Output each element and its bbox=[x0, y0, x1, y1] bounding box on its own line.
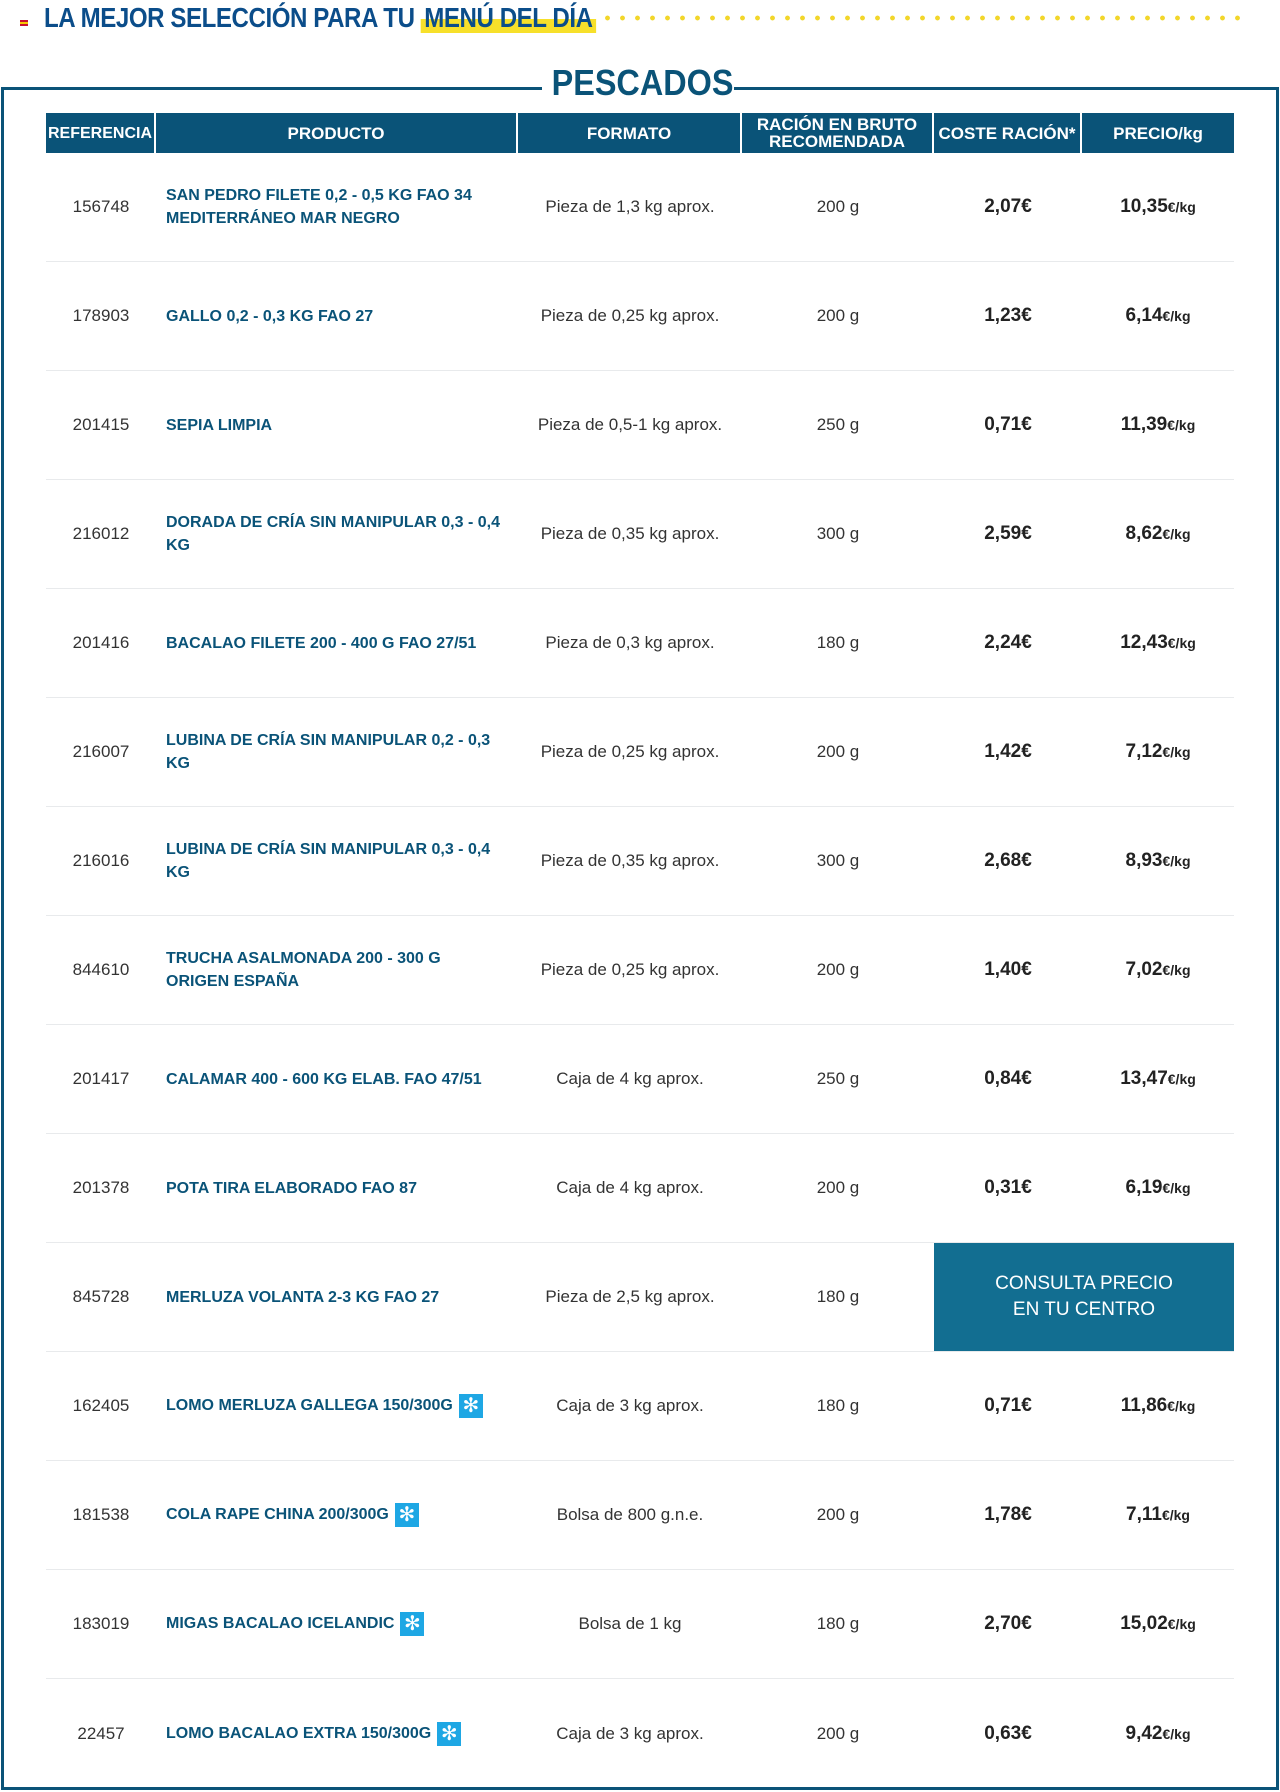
format-cell: Bolsa de 1 kg bbox=[578, 1614, 682, 1633]
price-unit: €/kg bbox=[1167, 1071, 1196, 1087]
ration-cell: 200 g bbox=[816, 742, 860, 761]
frame-top-right bbox=[734, 87, 1279, 90]
dotted-divider bbox=[600, 14, 1240, 22]
product-cell bbox=[156, 1503, 518, 1527]
price-cell bbox=[1082, 741, 1234, 763]
product-cell bbox=[156, 184, 518, 230]
ref-cell: 845728 bbox=[72, 1287, 130, 1306]
cost-cell: 0,71€ bbox=[984, 414, 1032, 435]
ref-cell: 201415 bbox=[72, 415, 130, 434]
price-cell bbox=[1082, 850, 1234, 872]
table-row bbox=[46, 698, 1234, 807]
cost-cell: 0,63€ bbox=[984, 1722, 1032, 1744]
price-value: 12,43 bbox=[1120, 632, 1168, 653]
table-row bbox=[46, 589, 1234, 698]
product-name: TRUCHA ASALMONADA 200 - 300 G bbox=[166, 950, 441, 967]
product-name: MIGAS BACALAO ICELANDIC bbox=[166, 1615, 395, 1633]
cost-cell: 1,42€ bbox=[984, 741, 1032, 762]
ration-cell: 300 g bbox=[816, 851, 860, 870]
price-unit: €/kg bbox=[1162, 1725, 1191, 1742]
ration-cell: 180 g bbox=[816, 1287, 860, 1306]
format-cell: Pieza de 1,3 kg aprox. bbox=[545, 197, 715, 216]
ref-cell: 183019 bbox=[72, 1614, 130, 1633]
price-value: 7,02 bbox=[1125, 959, 1163, 980]
price-cell bbox=[1082, 305, 1234, 327]
ration-cell: 200 g bbox=[816, 1178, 860, 1197]
price-value: 8,62 bbox=[1125, 523, 1163, 544]
price-cell bbox=[1082, 196, 1234, 218]
format-cell: Pieza de 0,5-1 kg aprox. bbox=[537, 415, 723, 434]
price-value: 7,12 bbox=[1125, 741, 1163, 762]
page-title-highlight: MENÚ DEL DÍA bbox=[421, 2, 596, 33]
ration-cell: 300 g bbox=[816, 524, 860, 543]
table-row bbox=[46, 1679, 1234, 1788]
format-cell: Caja de 3 kg aprox. bbox=[556, 1723, 704, 1743]
table-row bbox=[46, 1243, 1234, 1352]
ref-cell: 216012 bbox=[72, 524, 130, 543]
table-row bbox=[46, 371, 1234, 480]
col-header-producto: PRODUCTO bbox=[156, 113, 518, 153]
product-name: LOMO BACALAO EXTRA 150/300G bbox=[166, 1724, 432, 1742]
format-cell: Pieza de 2,5 kg aprox. bbox=[545, 1287, 715, 1306]
page-title bbox=[44, 2, 596, 34]
price-cell bbox=[1082, 1177, 1234, 1199]
ration-cell: 180 g bbox=[816, 633, 860, 652]
col-header-referencia: REFERENCIA bbox=[46, 113, 156, 153]
table-row bbox=[46, 262, 1234, 371]
product-name: SAN PEDRO FILETE 0,2 - 0,5 KG FAO 34 bbox=[166, 187, 472, 204]
price-value: 13,47 bbox=[1120, 1068, 1168, 1089]
ration-cell: 200 g bbox=[816, 1505, 860, 1524]
product-cell bbox=[156, 305, 518, 328]
product-name: POTA TIRA ELABORADO FAO 87 bbox=[166, 1179, 417, 1197]
ref-cell: 156748 bbox=[72, 197, 130, 216]
format-cell: Pieza de 0,25 kg aprox. bbox=[540, 306, 720, 325]
col-header-coste: COSTE RACIÓN* bbox=[934, 113, 1082, 153]
product-cell bbox=[156, 511, 518, 557]
ref-cell: 844610 bbox=[72, 960, 130, 979]
ref-cell: 178903 bbox=[72, 306, 130, 325]
price-unit: €/kg bbox=[1167, 1616, 1196, 1632]
price-value: 6,14 bbox=[1125, 305, 1163, 326]
cost-cell: 2,70€ bbox=[984, 1613, 1032, 1634]
ref-cell: 181538 bbox=[72, 1505, 130, 1524]
price-value: 11,39 bbox=[1120, 414, 1168, 435]
price-value: 15,02 bbox=[1120, 1613, 1168, 1634]
frame-top-left bbox=[1, 87, 542, 90]
price-value: 6,19 bbox=[1125, 1177, 1163, 1198]
price-unit: €/kg bbox=[1162, 744, 1191, 760]
consult-line2: EN TU CENTRO bbox=[1012, 1299, 1156, 1320]
ration-cell: 250 g bbox=[816, 415, 860, 434]
format-cell: Pieza de 0,25 kg aprox. bbox=[540, 742, 720, 761]
ration-cell: 200 g bbox=[816, 306, 860, 325]
price-cell bbox=[1082, 1613, 1234, 1635]
product-cell bbox=[156, 1286, 518, 1309]
format-cell: Pieza de 0,3 kg aprox. bbox=[545, 633, 715, 652]
table-row bbox=[46, 1570, 1234, 1679]
top-header bbox=[0, 0, 1280, 46]
price-value: 8,93 bbox=[1125, 850, 1163, 871]
spain-flag-icon bbox=[20, 20, 28, 26]
page-title-prefix: LA MEJOR SELECCIÓN PARA TU bbox=[44, 2, 415, 33]
format-cell: Pieza de 0,25 kg aprox. bbox=[540, 960, 720, 979]
cost-cell: 2,68€ bbox=[984, 850, 1032, 871]
col-header-precio: PRECIO/kg bbox=[1082, 113, 1234, 153]
table-row bbox=[46, 916, 1234, 1025]
product-cell bbox=[156, 729, 518, 775]
product-cell bbox=[156, 838, 518, 884]
cost-cell: 0,84€ bbox=[984, 1068, 1032, 1089]
product-name: DORADA DE CRÍA SIN MANIPULAR 0,3 - 0,4 KG bbox=[166, 514, 500, 554]
price-unit: €/kg bbox=[1167, 1398, 1196, 1414]
table-row bbox=[46, 1352, 1234, 1461]
price-unit: €/kg bbox=[1162, 1180, 1191, 1196]
cost-cell: 1,78€ bbox=[984, 1504, 1032, 1525]
col-header-formato: FORMATO bbox=[518, 113, 742, 153]
ration-cell: 180 g bbox=[816, 1396, 860, 1415]
price-cell bbox=[1082, 414, 1234, 436]
price-cell bbox=[1082, 1723, 1234, 1745]
snowflake-icon: ✻ bbox=[459, 1394, 483, 1418]
product-name: COLA RAPE CHINA 200/300G bbox=[166, 1506, 389, 1524]
product-name-line2: MEDITERRÁNEO MAR NEGRO bbox=[166, 210, 400, 227]
consult-line1: CONSULTA PRECIO bbox=[995, 1273, 1173, 1294]
table-row bbox=[46, 1461, 1234, 1570]
product-name: LUBINA DE CRÍA SIN MANIPULAR 0,3 - 0,4 KG bbox=[166, 841, 491, 881]
product-name: MERLUZA VOLANTA 2-3 KG FAO 27 bbox=[166, 1288, 440, 1306]
price-cell bbox=[1082, 523, 1234, 545]
table-row bbox=[46, 480, 1234, 589]
cost-cell: 1,23€ bbox=[984, 305, 1032, 326]
price-unit: €/kg bbox=[1162, 962, 1191, 978]
table-row bbox=[46, 807, 1234, 916]
product-cell bbox=[156, 632, 518, 655]
price-value: 10,35 bbox=[1120, 196, 1168, 217]
price-unit: €/kg bbox=[1167, 417, 1196, 433]
price-unit: €/kg bbox=[1167, 199, 1196, 215]
price-value: 9,42 bbox=[1125, 1722, 1163, 1744]
price-cell bbox=[1082, 959, 1234, 981]
ration-cell: 200 g bbox=[816, 960, 860, 979]
cost-cell: 2,24€ bbox=[984, 632, 1032, 653]
price-cell bbox=[1082, 1068, 1234, 1090]
col-header-racion-line2: RECOMENDADA bbox=[769, 132, 905, 151]
cost-cell: 2,59€ bbox=[984, 523, 1032, 544]
ref-cell: 201378 bbox=[72, 1178, 130, 1197]
ration-cell: 200 g bbox=[816, 1723, 860, 1743]
product-cell bbox=[156, 947, 518, 993]
product-name: GALLO 0,2 - 0,3 KG FAO 27 bbox=[166, 307, 374, 325]
price-unit: €/kg bbox=[1167, 635, 1196, 651]
table-row bbox=[46, 1025, 1234, 1134]
snowflake-icon: ✻ bbox=[400, 1612, 424, 1636]
product-cell bbox=[156, 414, 518, 437]
cost-cell: 0,71€ bbox=[984, 1395, 1032, 1416]
ref-cell: 201417 bbox=[72, 1069, 130, 1088]
format-cell: Caja de 3 kg aprox. bbox=[556, 1396, 704, 1415]
section-title: PESCADOS bbox=[551, 62, 734, 103]
price-cell bbox=[1082, 1504, 1234, 1526]
consult-price-banner bbox=[934, 1243, 1234, 1351]
product-cell bbox=[156, 1394, 518, 1418]
format-cell: Caja de 4 kg aprox. bbox=[556, 1178, 704, 1197]
ration-cell: 250 g bbox=[816, 1069, 860, 1088]
price-unit: €/kg bbox=[1161, 1507, 1190, 1523]
product-cell bbox=[156, 1068, 518, 1091]
price-value: 7,11 bbox=[1126, 1504, 1162, 1525]
product-name: SEPIA LIMPIA bbox=[166, 416, 273, 434]
product-name: LUBINA DE CRÍA SIN MANIPULAR 0,2 - 0,3 KG bbox=[166, 732, 491, 772]
cost-cell: 1,40€ bbox=[984, 959, 1032, 980]
format-cell: Pieza de 0,35 kg aprox. bbox=[540, 851, 720, 870]
price-cell bbox=[1082, 632, 1234, 654]
col-header-racion-line1: RACIÓN EN BRUTO bbox=[756, 115, 918, 134]
cost-cell: 0,31€ bbox=[984, 1177, 1032, 1198]
product-name: LOMO MERLUZA GALLEGA 150/300G bbox=[166, 1397, 453, 1415]
price-unit: €/kg bbox=[1162, 853, 1191, 869]
product-cell bbox=[156, 1612, 518, 1636]
price-unit: €/kg bbox=[1162, 308, 1191, 324]
table-header bbox=[46, 113, 1234, 153]
table-row bbox=[46, 1134, 1234, 1243]
product-name: CALAMAR 400 - 600 KG ELAB. FAO 47/51 bbox=[166, 1070, 482, 1088]
ref-cell: 216007 bbox=[72, 742, 130, 761]
price-unit: €/kg bbox=[1162, 526, 1191, 542]
format-cell: Pieza de 0,35 kg aprox. bbox=[540, 524, 720, 543]
snowflake-icon: ✻ bbox=[395, 1503, 419, 1527]
table-body bbox=[46, 153, 1234, 1788]
col-header-racion bbox=[742, 113, 934, 153]
product-cell bbox=[156, 1177, 518, 1200]
ref-cell: 201416 bbox=[72, 633, 130, 652]
cost-cell: 2,07€ bbox=[984, 196, 1032, 217]
ration-cell: 180 g bbox=[816, 1614, 860, 1633]
table-row bbox=[46, 153, 1234, 262]
ref-cell: 216016 bbox=[72, 851, 130, 870]
ref-cell: 22457 bbox=[77, 1723, 125, 1743]
product-name: BACALAO FILETE 200 - 400 G FAO 27/51 bbox=[166, 634, 477, 652]
format-cell: Caja de 4 kg aprox. bbox=[556, 1069, 704, 1088]
snowflake-icon: ✻ bbox=[437, 1722, 461, 1746]
ref-cell: 162405 bbox=[72, 1396, 130, 1415]
product-name-line2: ORIGEN ESPAÑA bbox=[166, 973, 300, 990]
price-cell bbox=[1082, 1395, 1234, 1417]
product-cell bbox=[156, 1722, 518, 1746]
ration-cell: 200 g bbox=[816, 197, 860, 216]
price-value: 11,86 bbox=[1120, 1395, 1168, 1416]
format-cell: Bolsa de 800 g.n.e. bbox=[556, 1505, 704, 1524]
